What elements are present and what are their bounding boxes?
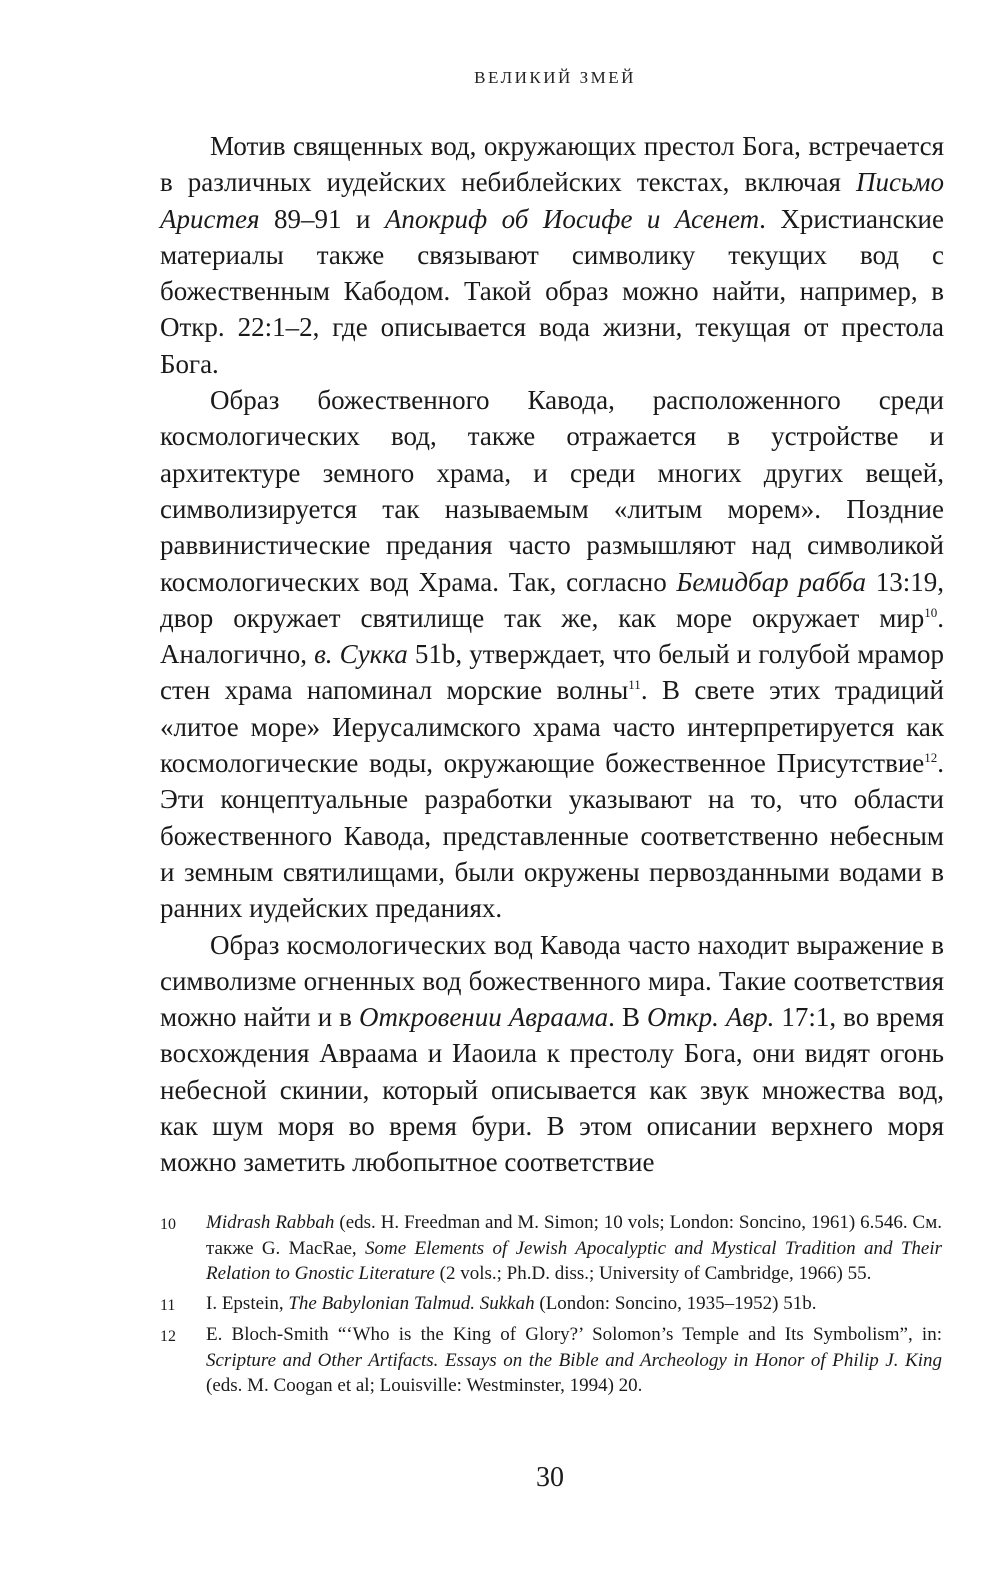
paragraph-1: Мотив священных вод, окружающих престол Бога, встречается в различных иудейских небиблейских текстах, включая Письмо Аристея 89–91 и Апокриф об Иосифе и Асенет. Христианские материалы также связывают символику текущих вод с божественным Кабодом. Такой образ можно найти, например, в Откр. 22:1–2, где описывается вода жизни, текущая от престола Бога. bbox=[160, 131, 944, 379]
main-text bbox=[160, 128, 944, 1181]
paragraph-2: Образ божественного Кавода, расположенного среди космологических вод, также отражается в устройстве и архитектуре земного храма, и среди многих других вещей, символизируется так называемым «литым морем». Поздние раввинистические предания часто размышляют над символикой космологических вод Храма. Так, согласно Бемидбар рабба 13:19, двор окружает святилище так же, как море окружает мир$^{10}$. Аналогично, в. Сукка 51b, утверждает, что белый и голубой мрамор стен храма напоминал морские волны$^{11}$. В свете этих традиций «литое море» Иерусалимского храма часто интерпретируется как космологические воды, окружающие божественное Присутствие$^{12}$. Эти концептуальные разработки указывают на то, что области божественного Кавода, представленные соответственно небесным и земным святилищами, были окружены первозданными водами в ранних иудейских преданиях. bbox=[160, 385, 944, 924]
footnote-text: Midrash Rabbah (eds. H. Freedman and M. Simon; 10 vols; London: Soncino, 1961) 6.546. См. также G. MacRae, Some Elements of Jewish Apocalyptic and Mystical Tradition and Their Relation to Gnostic Literature (2 vols.; Ph.D. diss.; University of Cambridge, 1966) 55. bbox=[206, 1212, 943, 1284]
footnote-ref: 12 bbox=[924, 750, 938, 766]
page-number: 30 bbox=[536, 1462, 564, 1493]
italic-text: Бемидбар рабба bbox=[676, 566, 867, 597]
italic-text: Midrash Rabbah bbox=[206, 1212, 335, 1233]
italic-text: The Babylonian Talmud. Sukkah bbox=[288, 1292, 535, 1314]
footnote bbox=[160, 1291, 942, 1319]
running-head: ВЕЛИКИЙ ЗМЕЙ bbox=[474, 68, 636, 87]
italic-text: Scripture and Other Artifacts. Essays on the Bible and Archeology in Honor of Philip J. King bbox=[206, 1349, 942, 1371]
footnote-text: E. Bloch-Smith “‘Who is the King of Glory?’ Solomon’s Temple and Its Symbolism”, in: Scripture and Other Artifacts. Essays on the Bible and Archeology in Honor of Philip J. King (eds. M. Coogan et al; Louisville: Westminster, 1994) 20. bbox=[206, 1324, 942, 1396]
footnote-number: 10 bbox=[160, 1216, 176, 1233]
italic-text: Апокриф об Иосифе и Асенет bbox=[384, 203, 760, 234]
italic-text: в. Сукка bbox=[314, 639, 408, 670]
italic-text: Письмо Аристея bbox=[160, 167, 944, 234]
paragraph-3: Образ космологических вод Кавода часто находит выражение в символизме огненных вод божественного мира. Такие соответствия можно найти и в Откровении Авраама. В Откр. Авр. 17:1, во время восхождения Авраама и Иаоила к престолу Бога, они видят огонь небесной скинии, который описывается как звук множества вод, как шум моря во время бури. В этом описании верхнего моря можно заметить любопытное соответствие bbox=[160, 929, 945, 1178]
footnote-ref: 10 bbox=[924, 604, 938, 620]
italic-text: Откровении Авраама bbox=[358, 1002, 609, 1033]
footnote bbox=[160, 1322, 942, 1399]
footnotes bbox=[160, 1210, 942, 1403]
footnote-text: I. Epstein, The Babylonian Talmud. Sukkah (London: Soncino, 1935–1952) 51b. bbox=[206, 1292, 817, 1314]
footnote-number: 12 bbox=[160, 1328, 176, 1345]
footnote-ref: 11 bbox=[628, 677, 641, 693]
footnote bbox=[160, 1210, 942, 1287]
footnote-number: 11 bbox=[160, 1296, 176, 1314]
italic-text: Some Elements of Jewish Apocalyptic and Mystical Tradition and Their Relation to Gnostic Literature bbox=[206, 1237, 942, 1284]
italic-text: Откр. Авр. bbox=[647, 1002, 775, 1033]
